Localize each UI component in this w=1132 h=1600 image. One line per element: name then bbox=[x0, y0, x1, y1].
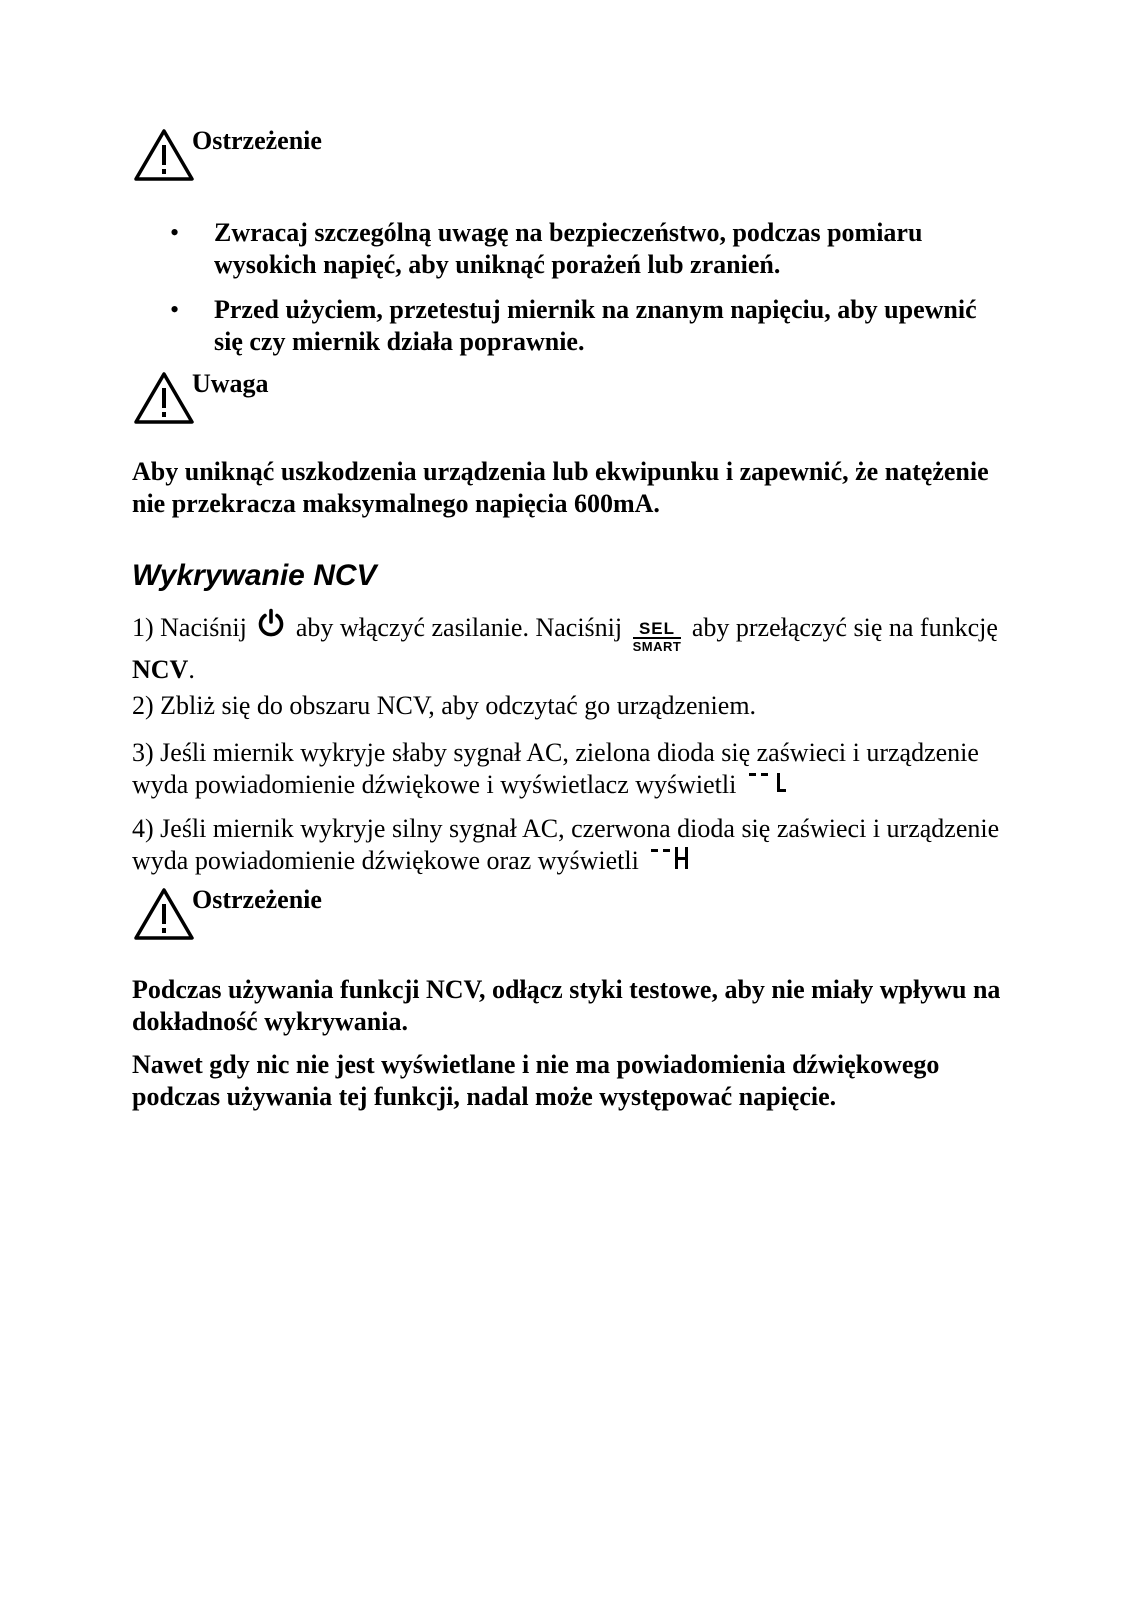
warning-header-1 bbox=[132, 127, 1012, 183]
warning-title-2: Ostrzeżenie bbox=[192, 885, 322, 914]
sel-smart-button-icon: SEL SMART bbox=[632, 619, 682, 654]
caution-text: Aby uniknąć uszkodzenia urządzenia lub ekwipunku i zapewnić, że natężenie nie przekracza maksymalnego napięcia 600mA. bbox=[132, 457, 989, 518]
power-icon bbox=[256, 608, 286, 638]
warning-triangle-icon bbox=[132, 886, 196, 942]
section-heading: Wykrywanie NCV bbox=[132, 559, 377, 592]
warning-triangle-icon bbox=[132, 370, 196, 426]
warning-bullets bbox=[170, 217, 1010, 371]
warning-title-1: Ostrzeżenie bbox=[192, 126, 322, 155]
warning-triangle-icon bbox=[132, 127, 196, 183]
warning-header-2 bbox=[132, 886, 1012, 942]
step-1: 1) Naciśnij aby włączyć zasilanie. Naciśnij SEL SMART aby przełączyć się na funkcję NCV. bbox=[132, 608, 1012, 686]
step-4: 4) Jeśli miernik wykryje silny sygnał AC, czerwona dioda się zaświeci i urządzenie wyda powiadomienie dźwiękowe oraz wyświetli bbox=[132, 814, 1000, 875]
caution-title: Uwaga bbox=[192, 369, 269, 398]
lcd-high-signal-icon bbox=[649, 845, 693, 873]
step-3: 3) Jeśli miernik wykryje słaby sygnał AC, zielona dioda się zaświeci i urządzenie wyda powiadomienie dźwiękowe i wyświetlacz wyświetli bbox=[132, 738, 979, 799]
list-item: • Przed użyciem, przetestuj miernik na znanym napięciu, aby upewnić się czy miernik działa poprawnie. bbox=[170, 295, 977, 356]
warning-text-2: Nawet gdy nic nie jest wyświetlane i nie ma powiadomienia dźwiękowego podczas używania tej funkcji, nadal może występować napięcie. bbox=[132, 1050, 940, 1111]
warning-text-1: Podczas używania funkcji NCV, odłącz styki testowe, aby nie miały wpływu na dokładność wykrywania. bbox=[132, 975, 1001, 1036]
step-2: 2) Zbliż się do obszaru NCV, aby odczytać go urządzeniem. bbox=[132, 691, 757, 720]
caution-header bbox=[132, 370, 1012, 426]
lcd-low-signal-icon bbox=[747, 769, 791, 797]
list-item: • Zwracaj szczególną uwagę na bezpieczeństwo, podczas pomiaru wysokich napięć, aby uniknąć porażeń lub zranień. bbox=[170, 218, 923, 279]
